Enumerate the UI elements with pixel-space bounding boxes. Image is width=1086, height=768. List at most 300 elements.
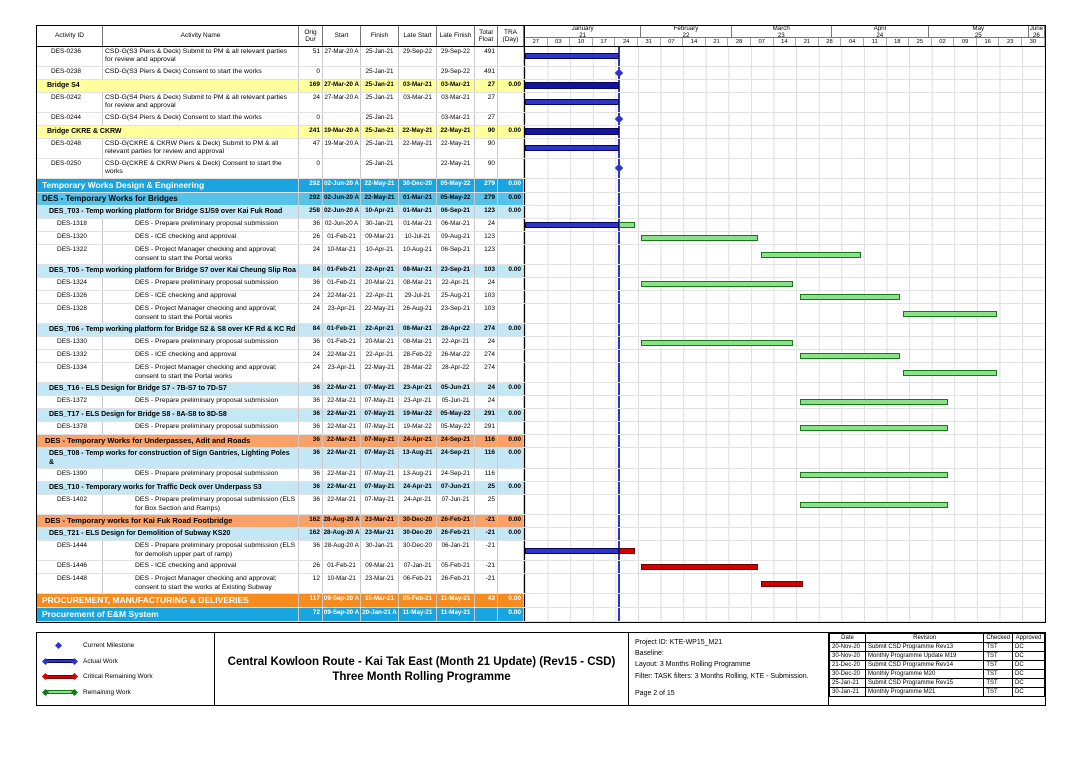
tra-days xyxy=(498,469,524,481)
orig-dur: 26 xyxy=(299,561,323,573)
finish-date: 22-Apr-21 xyxy=(361,350,399,362)
activity-row xyxy=(37,337,1045,350)
late-start-date: 13-Aug-21 xyxy=(399,469,437,481)
wbs-band-name: Temporary Works Design & Engineering xyxy=(37,179,299,192)
tra-days xyxy=(498,561,524,573)
orig-dur: 36 xyxy=(299,278,323,290)
orig-dur: 47 xyxy=(299,139,323,158)
total-float xyxy=(475,608,498,621)
activity-row xyxy=(37,159,1045,179)
revision-header-row xyxy=(830,634,1045,643)
activity-id: DES-0242 xyxy=(37,93,103,112)
activity-row xyxy=(37,219,1045,232)
gantt-bar-remaining xyxy=(903,311,997,317)
activity-row xyxy=(37,67,1045,80)
timeline-cell xyxy=(524,448,1045,468)
tra-days: 0.00 xyxy=(498,265,524,277)
activity-id: DES-1378 xyxy=(37,422,103,434)
gantt-bar-remaining xyxy=(800,294,900,300)
late-start-date: 30-Dec-20 xyxy=(399,528,437,540)
timeline-cell xyxy=(524,139,1045,158)
column-header-tra-day: TRA (Day) xyxy=(498,26,524,46)
timeline-cell xyxy=(524,159,1045,178)
late-start-date: 28-Feb-22 xyxy=(399,350,437,362)
activity-id: DES-1330 xyxy=(37,337,103,349)
data-date-line xyxy=(618,409,620,421)
revision-cell: DC xyxy=(1013,670,1045,679)
start-date: 02-Jun-20 A xyxy=(323,193,361,205)
finish-date: 23-Mar-21 xyxy=(361,515,399,527)
day-tick: 03 xyxy=(548,38,571,46)
gantt-bar-critical xyxy=(641,564,757,570)
total-float: 27 xyxy=(475,93,498,112)
tra-days xyxy=(498,396,524,408)
timeline-cell xyxy=(524,515,1045,527)
gantt-bar-critical xyxy=(761,581,803,587)
late-start-date: 23-Apr-21 xyxy=(399,396,437,408)
timeline-cell xyxy=(524,126,1045,138)
data-date-line xyxy=(618,206,620,218)
wbs-band-name: Bridge S4 xyxy=(37,80,299,92)
data-date-line xyxy=(618,528,620,540)
tra-days: 0.00 xyxy=(498,193,524,205)
data-date-line xyxy=(618,337,620,349)
day-tick: 24 xyxy=(615,38,638,46)
gantt-bar-remaining xyxy=(800,399,949,405)
tra-days: 0.00 xyxy=(498,448,524,468)
start-date: 22-Mar-21 xyxy=(323,291,361,303)
total-float: 90 xyxy=(475,139,498,158)
late-start-date: 06-Feb-21 xyxy=(399,574,437,593)
activity-row xyxy=(37,179,1045,193)
total-float: 274 xyxy=(475,363,498,382)
start-date: 27-Mar-20 A xyxy=(323,80,361,92)
legend-item xyxy=(43,657,208,665)
gantt-bar-actual xyxy=(525,222,619,228)
timeline-cell xyxy=(524,541,1045,560)
late-finish-date: 28-Apr-22 xyxy=(437,324,475,336)
legend-item xyxy=(43,642,208,650)
activity-name: CSD-G(CKRE & CKRW Piers & Deck) Submit to PM & all relevant parties for review and approval xyxy=(103,139,299,158)
total-float: 24 xyxy=(475,396,498,408)
start-date: 19-Mar-20 A xyxy=(323,126,361,138)
timeline-cell xyxy=(524,193,1045,205)
total-float: 491 xyxy=(475,47,498,66)
timeline-cell xyxy=(524,265,1045,277)
column-header-late-start: Late Start xyxy=(399,26,437,46)
data-date-line xyxy=(618,363,620,382)
data-date-line xyxy=(618,179,620,192)
activity-id: DES-0238 xyxy=(37,67,103,79)
day-tick: 31 xyxy=(638,38,661,46)
orig-dur: 36 xyxy=(299,409,323,421)
day-tick: 11 xyxy=(864,38,887,46)
finish-date: 10-Apr-21 xyxy=(361,245,399,264)
timeline-cell xyxy=(524,469,1045,481)
filter-name: Filter: TASK filters: 3 Months Rolling, KTE - Submission. xyxy=(635,672,809,680)
legend-label: Actual Work xyxy=(83,657,118,665)
late-finish-date: 26-Feb-21 xyxy=(437,515,475,527)
revision-row xyxy=(830,661,1045,670)
timeline-month xyxy=(832,26,929,37)
activity-row xyxy=(37,396,1045,409)
revision-cell: TST xyxy=(984,661,1013,670)
revision-col-header: Approved xyxy=(1013,634,1045,643)
late-start-date: 24-Apr-21 xyxy=(399,495,437,514)
total-float: 116 xyxy=(475,448,498,468)
activity-name: CSD-G(S4 Piers & Deck) Consent to start the works xyxy=(103,113,299,125)
activity-name: DES - ICE checking and approval xyxy=(103,291,299,303)
start-date: 23-Apr-21 xyxy=(323,363,361,382)
total-float: 90 xyxy=(475,159,498,178)
tra-days: 0.00 xyxy=(498,409,524,421)
orig-dur: 12 xyxy=(299,574,323,593)
late-finish-date: 03-Mar-21 xyxy=(437,93,475,112)
data-date-line xyxy=(618,515,620,527)
day-tick: 07 xyxy=(751,38,774,46)
revision-row xyxy=(830,670,1045,679)
finish-date: 25-Jan-21 xyxy=(361,159,399,178)
timeline-cell xyxy=(524,80,1045,92)
late-finish-date: 05-May-22 xyxy=(437,422,475,434)
activity-id: DES-1320 xyxy=(37,232,103,244)
title-block xyxy=(215,633,629,705)
late-finish-date: 11-May-21 xyxy=(437,608,475,621)
data-date-line xyxy=(618,350,620,362)
wbs-band-name: DES_T08 - Temp works for construction of Sign Gantries, Lighting Poles & xyxy=(37,448,299,468)
orig-dur: 24 xyxy=(299,93,323,112)
timeline-cell xyxy=(524,324,1045,336)
timeline-month xyxy=(732,26,832,37)
day-tick: 16 xyxy=(977,38,1000,46)
tra-days: 0.00 xyxy=(498,383,524,395)
tra-days xyxy=(498,159,524,178)
finish-date: 22-May-21 xyxy=(361,304,399,323)
gantt-bar-remaining xyxy=(619,222,635,228)
finish-date: 22-May-21 xyxy=(361,363,399,382)
data-date-line xyxy=(618,396,620,408)
activity-row xyxy=(37,363,1045,383)
finish-date: 15-Mar-21 xyxy=(361,594,399,607)
tra-days xyxy=(498,541,524,560)
revision-cell: DC xyxy=(1013,652,1045,661)
finish-date: 22-May-21 xyxy=(361,193,399,205)
orig-dur: 241 xyxy=(299,126,323,138)
late-start-date xyxy=(399,113,437,125)
finish-date: 22-May-21 xyxy=(361,179,399,192)
data-date-line xyxy=(618,574,620,593)
late-start-date: 30-Dec-20 xyxy=(399,541,437,560)
month-label: February xyxy=(673,26,699,32)
orig-dur: 24 xyxy=(299,363,323,382)
column-header-activity-name: Activity Name xyxy=(103,26,299,46)
start-date: 10-Mar-21 xyxy=(323,574,361,593)
orig-dur: 36 xyxy=(299,337,323,349)
orig-dur: 84 xyxy=(299,265,323,277)
wbs-band-name: DES_T17 - ELS Design for Bridge S8 - 8A-S8 to 8D-S8 xyxy=(37,409,299,421)
activity-name: DES - Prepare preliminary proposal submission (ELS for demolish upper part of ramp) xyxy=(103,541,299,560)
data-date-line xyxy=(618,482,620,494)
activity-row xyxy=(37,206,1045,219)
orig-dur: 24 xyxy=(299,304,323,323)
finish-date: 07-May-21 xyxy=(361,396,399,408)
wbs-band-name: DES_T05 - Temp working platform for Bridge S7 over Kai Cheung Slip Roa xyxy=(37,265,299,277)
finish-date: 22-Apr-21 xyxy=(361,324,399,336)
late-finish-date: 05-Jun-21 xyxy=(437,396,475,408)
timeline-cell xyxy=(524,67,1045,79)
late-finish-date: 22-May-21 xyxy=(437,159,475,178)
activity-row xyxy=(37,608,1045,622)
gantt-bar-remaining xyxy=(641,340,793,346)
week-number: 24 xyxy=(876,31,884,37)
timeline-cell xyxy=(524,363,1045,382)
activity-row xyxy=(37,541,1045,561)
tra-days xyxy=(498,232,524,244)
legend-milestone-icon xyxy=(43,642,77,650)
tra-days xyxy=(498,278,524,290)
late-finish-date: 26-Mar-22 xyxy=(437,350,475,362)
orig-dur: 36 xyxy=(299,482,323,494)
timeline-cell xyxy=(524,206,1045,218)
timeline-cell xyxy=(524,350,1045,362)
tra-days xyxy=(498,495,524,514)
diamond-shape xyxy=(71,689,78,696)
finish-date: 25-Jan-21 xyxy=(361,47,399,66)
finish-date: 09-Mar-21 xyxy=(361,561,399,573)
wbs-band-name: PROCUREMENT, MANUFACTURING & DELIVERIES xyxy=(37,594,299,607)
activity-name: DES - ICE checking and approval xyxy=(103,350,299,362)
gantt-bar-remaining xyxy=(761,252,861,258)
timeline-cell xyxy=(524,482,1045,494)
legend xyxy=(37,633,215,705)
start-date: 02-Jun-20 A xyxy=(323,179,361,192)
activity-row xyxy=(37,435,1045,448)
finish-date: 10-Apr-21 xyxy=(361,206,399,218)
late-finish-date: 24-Sep-21 xyxy=(437,435,475,447)
late-start-date: 23-Apr-21 xyxy=(399,383,437,395)
tra-days: 0.00 xyxy=(498,608,524,621)
data-date-line xyxy=(618,245,620,264)
total-float: 123 xyxy=(475,232,498,244)
month-label: March xyxy=(772,26,790,32)
day-tick: 21 xyxy=(706,38,729,46)
orig-dur: 24 xyxy=(299,350,323,362)
activity-row xyxy=(37,139,1045,159)
legend-actual-icon xyxy=(43,657,77,665)
data-date-line xyxy=(618,265,620,277)
finish-date: 07-May-21 xyxy=(361,482,399,494)
legend-critical-icon xyxy=(43,673,77,681)
finish-date: 22-Apr-21 xyxy=(361,291,399,303)
orig-dur: 51 xyxy=(299,47,323,66)
start-date: 22-Mar-21 xyxy=(323,448,361,468)
wbs-band-name: DES_T21 - ELS Design for Demolition of Subway KS20 xyxy=(37,528,299,540)
revision-cell: TST xyxy=(984,679,1013,688)
revision-cell: 21-Dec-20 xyxy=(830,661,866,670)
total-float: -21 xyxy=(475,528,498,540)
activity-id: DES-1372 xyxy=(37,396,103,408)
late-start-date: 24-Apr-21 xyxy=(399,482,437,494)
late-start-date: 10-Jul-21 xyxy=(399,232,437,244)
legend-item xyxy=(43,688,208,696)
late-finish-date: 06-Sep-21 xyxy=(437,245,475,264)
revision-cell: TST xyxy=(984,670,1013,679)
day-tick: 18 xyxy=(887,38,910,46)
total-float: 24 xyxy=(475,337,498,349)
finish-date: 07-May-21 xyxy=(361,409,399,421)
tra-days xyxy=(498,350,524,362)
gantt-bar-actual xyxy=(525,53,619,59)
revision-col-header: Checked xyxy=(984,634,1013,643)
revision-cell: Monthly Programme M20 xyxy=(866,670,984,679)
activity-id: DES-1334 xyxy=(37,363,103,382)
day-tick: 14 xyxy=(683,38,706,46)
start-date: 22-Mar-21 xyxy=(323,409,361,421)
late-finish-date: 22-Apr-21 xyxy=(437,278,475,290)
late-finish-date: 06-Jan-21 xyxy=(437,541,475,560)
activity-row xyxy=(37,47,1045,67)
activity-id: DES-1446 xyxy=(37,561,103,573)
revision-cell: 25-Jan-21 xyxy=(830,679,866,688)
tra-days: 0.00 xyxy=(498,324,524,336)
timeline-cell xyxy=(524,232,1045,244)
start-date: 01-Feb-21 xyxy=(323,278,361,290)
activity-row xyxy=(37,383,1045,396)
total-float: 103 xyxy=(475,291,498,303)
revision-cell: DC xyxy=(1013,661,1045,670)
orig-dur: 24 xyxy=(299,291,323,303)
revision-cell: DC xyxy=(1013,643,1045,652)
activity-row xyxy=(37,495,1045,515)
data-date-line xyxy=(618,193,620,205)
wbs-band-name: Bridge CKRE & CKRW xyxy=(37,126,299,138)
wbs-band-name: DES - Temporary works for Kai Fuk Road Footbridge xyxy=(37,515,299,527)
total-float: 24 xyxy=(475,278,498,290)
finish-date: 30-Jan-21 xyxy=(361,219,399,231)
activity-name: DES - Prepare preliminary proposal submission xyxy=(103,219,299,231)
activity-name: DES - Prepare preliminary proposal submission xyxy=(103,422,299,434)
tra-days: 0.00 xyxy=(498,528,524,540)
wbs-band-name: Procurement of E&M System xyxy=(37,608,299,621)
footer xyxy=(36,632,1046,706)
info-block xyxy=(629,633,829,705)
total-float: 279 xyxy=(475,179,498,192)
revision-cell: 30-Jan-21 xyxy=(830,688,866,697)
late-finish-date: 06-Sep-21 xyxy=(437,206,475,218)
activity-row xyxy=(37,422,1045,435)
activity-row xyxy=(37,561,1045,574)
tra-days: 0.00 xyxy=(498,80,524,92)
tra-days xyxy=(498,67,524,79)
layout-name: Layout: 3 Months Rolling Programme xyxy=(635,661,751,669)
column-header-start: Start xyxy=(323,26,361,46)
activity-id: DES-0244 xyxy=(37,113,103,125)
activity-name: DES - ICE checking and approval xyxy=(103,561,299,573)
timeline-month xyxy=(641,26,731,37)
tra-days xyxy=(498,47,524,66)
gantt-bar-summary xyxy=(525,128,619,135)
finish-date: 25-Jan-21 xyxy=(361,113,399,125)
tra-days xyxy=(498,337,524,349)
activity-name: DES - Prepare preliminary proposal submission xyxy=(103,396,299,408)
orig-dur: 162 xyxy=(299,515,323,527)
month-label: April xyxy=(873,26,886,32)
timeline-cell xyxy=(524,93,1045,112)
start-date: 23-Apr-21 xyxy=(323,304,361,323)
activity-name: DES - Prepare preliminary proposal submission xyxy=(103,469,299,481)
wbs-band-name: DES_T06 - Temp working platform for Bridge S2 & S8 over KF Rd & KC Rd xyxy=(37,324,299,336)
late-start-date: 10-Aug-21 xyxy=(399,245,437,264)
orig-dur: 26 xyxy=(299,232,323,244)
orig-dur: 0 xyxy=(299,159,323,178)
gantt-bar-remaining xyxy=(800,425,949,431)
tra-days xyxy=(498,245,524,264)
page-subtitle: Three Month Rolling Programme xyxy=(332,670,511,683)
data-date-line xyxy=(618,594,620,607)
tra-days xyxy=(498,291,524,303)
day-tick: 28 xyxy=(728,38,751,46)
activity-id: DES-0248 xyxy=(37,139,103,158)
gantt-bar-remaining xyxy=(903,370,997,376)
activity-row xyxy=(37,515,1045,528)
tra-days: 0.00 xyxy=(498,482,524,494)
late-finish-date: 24-Sep-21 xyxy=(437,448,475,468)
finish-date: 25-Jan-21 xyxy=(361,139,399,158)
gantt-bar-remaining xyxy=(641,281,793,287)
day-tick: 30 xyxy=(1022,38,1045,46)
tra-days xyxy=(498,574,524,593)
tra-days xyxy=(498,363,524,382)
start-date: 27-Mar-20 A xyxy=(323,47,361,66)
late-start-date: 30-Dec-20 xyxy=(399,179,437,192)
late-start-date: 03-Mar-21 xyxy=(399,93,437,112)
late-finish-date: 29-Sep-22 xyxy=(437,67,475,79)
activity-row xyxy=(37,482,1045,495)
start-date: 01-Feb-21 xyxy=(323,324,361,336)
page-title: Central Kowloon Route - Kai Tak East (Month 21 Update) (Rev15 - CSD) xyxy=(227,655,616,668)
start-date: 22-Mar-21 xyxy=(323,495,361,514)
late-start-date: 01-Mar-21 xyxy=(399,219,437,231)
total-float: -21 xyxy=(475,515,498,527)
late-start-date: 08-Mar-21 xyxy=(399,324,437,336)
activity-id: DES-1328 xyxy=(37,304,103,323)
day-tick: 23 xyxy=(999,38,1022,46)
activity-name: CSD-G(S4 Piers & Deck) Submit to PM & all relevant parties for review and approval xyxy=(103,93,299,112)
start-date: 02-Jun-20 A xyxy=(323,219,361,231)
late-start-date: 26-Aug-21 xyxy=(399,304,437,323)
column-header-orig-dur: Orig Dur xyxy=(299,26,323,46)
late-finish-date: 25-Aug-21 xyxy=(437,291,475,303)
legend-remaining-icon xyxy=(43,688,77,696)
wbs-band-name: DES - Temporary Works for Underpasses, Adit and Roads xyxy=(37,435,299,447)
day-tick: 02 xyxy=(932,38,955,46)
timeline-months-row xyxy=(525,26,1045,38)
timeline-cell xyxy=(524,304,1045,323)
orig-dur: 0 xyxy=(299,67,323,79)
late-finish-date: 06-Mar-21 xyxy=(437,219,475,231)
late-finish-date: 05-May-22 xyxy=(437,193,475,205)
activity-row xyxy=(37,278,1045,291)
late-start-date: 07-Jan-21 xyxy=(399,561,437,573)
tra-days xyxy=(498,219,524,231)
finish-date: 09-Mar-21 xyxy=(361,232,399,244)
timeline-month xyxy=(929,26,1029,37)
finish-date: 07-May-21 xyxy=(361,435,399,447)
column-header-activity-id: Activity ID xyxy=(37,26,103,46)
total-float: 291 xyxy=(475,409,498,421)
finish-date: 07-May-21 xyxy=(361,422,399,434)
late-finish-date: 22-Apr-21 xyxy=(437,337,475,349)
